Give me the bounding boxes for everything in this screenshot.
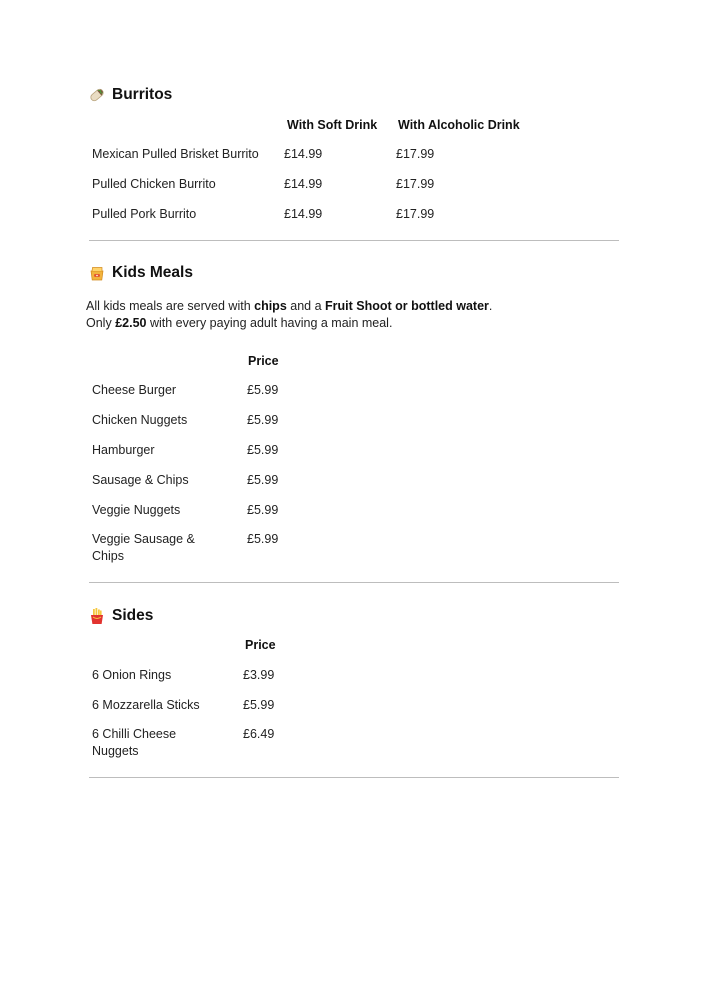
section-divider xyxy=(89,240,619,241)
section-divider xyxy=(89,777,619,778)
kids-item-name: Chicken Nuggets xyxy=(92,413,188,427)
kids-price-header: Price xyxy=(248,354,279,368)
kids-item-name-line-1: Veggie Sausage & xyxy=(92,532,195,546)
kids-item-price: £5.99 xyxy=(247,473,279,487)
sides-heading xyxy=(88,607,153,625)
note-text: Only xyxy=(86,316,116,330)
kids-item-name: Cheese Burger xyxy=(92,383,177,397)
note-text: and a xyxy=(286,299,326,313)
side-item-price: £5.99 xyxy=(243,698,275,712)
side-item-name: 6 Mozzarella Sticks xyxy=(92,698,200,712)
note-bold-chips: chips xyxy=(254,299,287,313)
burrito-alcoholic-price: £17.99 xyxy=(396,207,435,221)
burrito-name: Pulled Chicken Burrito xyxy=(92,177,216,191)
kids-meals-note-line-2 xyxy=(86,315,392,333)
note-text: with every paying adult having a main meal. xyxy=(146,316,393,330)
note-text: . xyxy=(488,299,493,313)
kids-meals-title: Kids Meals xyxy=(112,264,193,281)
header-with-soft-drink: With Soft Drink xyxy=(287,118,378,132)
kids-meals-heading xyxy=(88,264,193,282)
side-item-name-line-1: 6 Chilli Cheese xyxy=(92,727,177,741)
note-text: All kids meals are served with xyxy=(86,299,255,313)
kids-item-name: Sausage & Chips xyxy=(92,473,189,487)
kids-item-price: £5.99 xyxy=(247,443,279,457)
kids-item-name: Veggie Nuggets xyxy=(92,503,181,517)
burrito-icon xyxy=(88,86,106,104)
burrito-alcoholic-price: £17.99 xyxy=(396,147,435,161)
kids-meal-icon xyxy=(88,264,106,282)
kids-item-name-line-2: Chips xyxy=(92,549,124,563)
side-item-name-line-2: Nuggets xyxy=(92,744,139,758)
burrito-soft-price: £14.99 xyxy=(284,207,323,221)
kids-item-price: £5.99 xyxy=(247,383,279,397)
sides-price-header: Price xyxy=(245,638,276,652)
burrito-name: Pulled Pork Burrito xyxy=(92,207,197,221)
side-item-price: £3.99 xyxy=(243,668,275,682)
burrito-alcoholic-price: £17.99 xyxy=(396,177,435,191)
burritos-heading xyxy=(88,86,172,104)
side-item-price: £6.49 xyxy=(243,727,275,741)
burritos-title: Burritos xyxy=(112,86,173,103)
kids-item-name: Hamburger xyxy=(92,443,155,457)
burrito-soft-price: £14.99 xyxy=(284,147,323,161)
burrito-name: Mexican Pulled Brisket Burrito xyxy=(92,147,259,161)
fries-icon xyxy=(88,607,106,625)
sides-title: Sides xyxy=(112,607,154,624)
kids-item-price: £5.99 xyxy=(247,413,279,427)
kids-item-price: £5.99 xyxy=(247,503,279,517)
note-bold-price: £2.50 xyxy=(115,316,147,330)
note-bold-drink: Fruit Shoot or bottled water xyxy=(325,299,489,313)
header-with-alcoholic-drink: With Alcoholic Drink xyxy=(398,118,520,132)
section-divider xyxy=(89,582,619,583)
side-item-name: 6 Onion Rings xyxy=(92,668,172,682)
kids-item-price: £5.99 xyxy=(247,532,279,546)
kids-meals-note-line-1 xyxy=(86,298,492,316)
burrito-soft-price: £14.99 xyxy=(284,177,323,191)
